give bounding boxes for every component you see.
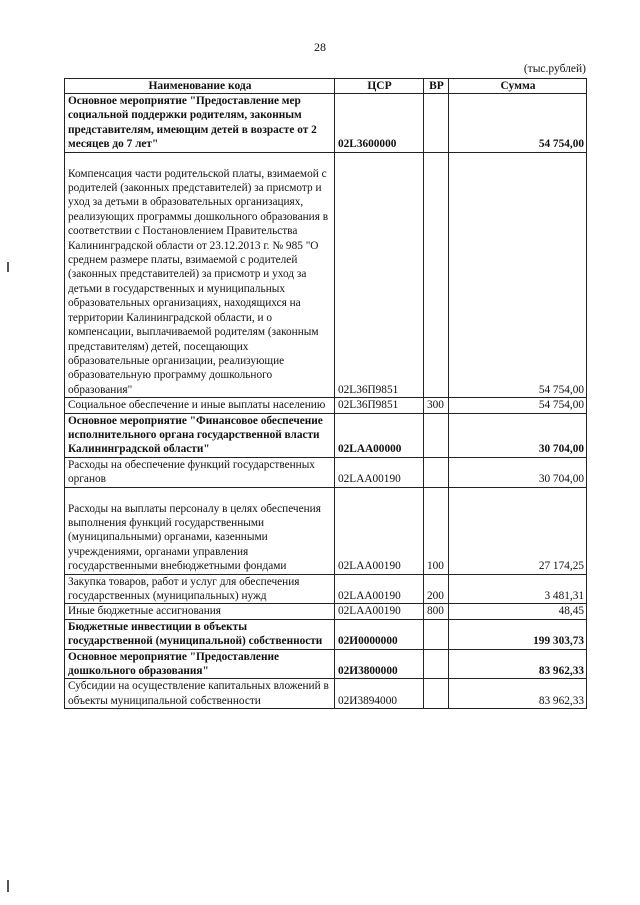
cell-name: Социальное обеспечение и иные выплаты населению: [65, 398, 335, 413]
cell-sum: 54 754,00: [449, 152, 587, 398]
cell-csr: 02L36П9851: [335, 398, 424, 413]
cell-name-text: Компенсация части родительской платы, взимаемой с родителей (законных представителей) за присмотр и уход за детьми в образовательных организациях, реализующих программы дошкольного образования в соответствии с Постановлением Правительства Калининградской области от 23.12.2013 г. № 985 "О среднем размере платы, взимаемой с родителей (законных представителей) за присмотр и уход за детьми в государственных и муниципальных образовательных организациях, находящихся на территории Калининградской области, и о компенсации, выплачиваемой родителям (законным представителям) детей, посещающих образовательные организации, реализующие образовательную программу дошкольного образования": [68, 167, 329, 396]
cell-name: Иные бюджетные ассигнования: [65, 604, 335, 619]
cell-vr: [424, 413, 449, 457]
table-row: [65, 152, 587, 398]
cell-csr: 02L3600000: [335, 94, 424, 153]
cell-sum: 83 962,33: [449, 679, 587, 709]
cell-name: [65, 152, 335, 398]
cell-csr: 02LAA00000: [335, 413, 424, 457]
cell-vr: [424, 619, 449, 649]
cell-sum: 3 481,31: [449, 574, 587, 604]
cell-name: Субсидии на осуществление капитальных вложений в объекты муниципальной собственности: [65, 679, 335, 709]
table-row: [65, 649, 587, 679]
cell-csr: 02LAA00190: [335, 487, 424, 574]
cell-vr: [424, 679, 449, 709]
cell-sum: 54 754,00: [449, 94, 587, 153]
cell-name: Основное мероприятие "Предоставление мер социальной поддержки родителям, законным представителям, имеющим детей в возрасте от 2 месяцев до 7 лет": [65, 94, 335, 153]
table-row: [65, 457, 587, 487]
cell-vr: 300: [424, 398, 449, 413]
header-csr: ЦСР: [335, 79, 424, 94]
header-name: Наименование кода: [65, 79, 335, 94]
table-row: [65, 619, 587, 649]
budget-table: [64, 78, 587, 709]
cell-sum: 54 754,00: [449, 398, 587, 413]
cell-sum: 83 962,33: [449, 649, 587, 679]
cell-name: Закупка товаров, работ и услуг для обеспечения государственных (муниципальных) нужд: [65, 574, 335, 604]
cell-csr: 02И3800000: [335, 649, 424, 679]
cell-name: Основное мероприятие "Финансовое обеспечение исполнительного органа государственной власти Калининградской области": [65, 413, 335, 457]
cell-vr: [424, 152, 449, 398]
units-label: (тыс.рублей): [523, 63, 586, 75]
cell-vr: 100: [424, 487, 449, 574]
table-header-row: [65, 79, 587, 94]
header-vr: ВР: [424, 79, 449, 94]
cell-csr: 02И0000000: [335, 619, 424, 649]
cell-vr: [424, 94, 449, 153]
cell-sum: 30 704,00: [449, 457, 587, 487]
cell-vr: [424, 457, 449, 487]
table-row: [65, 413, 587, 457]
cell-sum: 27 174,25: [449, 487, 587, 574]
cell-csr: 02LAA00190: [335, 574, 424, 604]
table-row: [65, 604, 587, 619]
table-row: [65, 398, 587, 413]
table-row: [65, 679, 587, 709]
table-row: [65, 94, 587, 153]
cell-sum: 199 303,73: [449, 619, 587, 649]
header-sum: Сумма: [449, 79, 587, 94]
scan-margin-mark: [7, 262, 9, 272]
scan-margin-mark: [7, 880, 9, 892]
cell-name: Основное мероприятие "Предоставление дошкольного образования": [65, 649, 335, 679]
cell-csr: 02L36П9851: [335, 152, 424, 398]
cell-vr: 800: [424, 604, 449, 619]
cell-sum: 30 704,00: [449, 413, 587, 457]
cell-csr: 02LAA00190: [335, 604, 424, 619]
cell-vr: 200: [424, 574, 449, 604]
page-number: 28: [314, 40, 326, 54]
cell-csr: 02И3894000: [335, 679, 424, 709]
cell-name: Бюджетные инвестиции в объекты государственной (муниципальной) собственности: [65, 619, 335, 649]
cell-name: Расходы на обеспечение функций государственных органов: [65, 457, 335, 487]
cell-csr: 02LAA00190: [335, 457, 424, 487]
cell-name-text: Расходы на выплаты персоналу в целях обеспечения выполнения функций государственными (муниципальными) органами, казенными учреждениями, органами управления государственными внебюджетными фондами: [68, 502, 321, 573]
cell-sum: 48,45: [449, 604, 587, 619]
cell-vr: [424, 649, 449, 679]
table-row: [65, 487, 587, 574]
table-row: [65, 574, 587, 604]
cell-name: [65, 487, 335, 574]
